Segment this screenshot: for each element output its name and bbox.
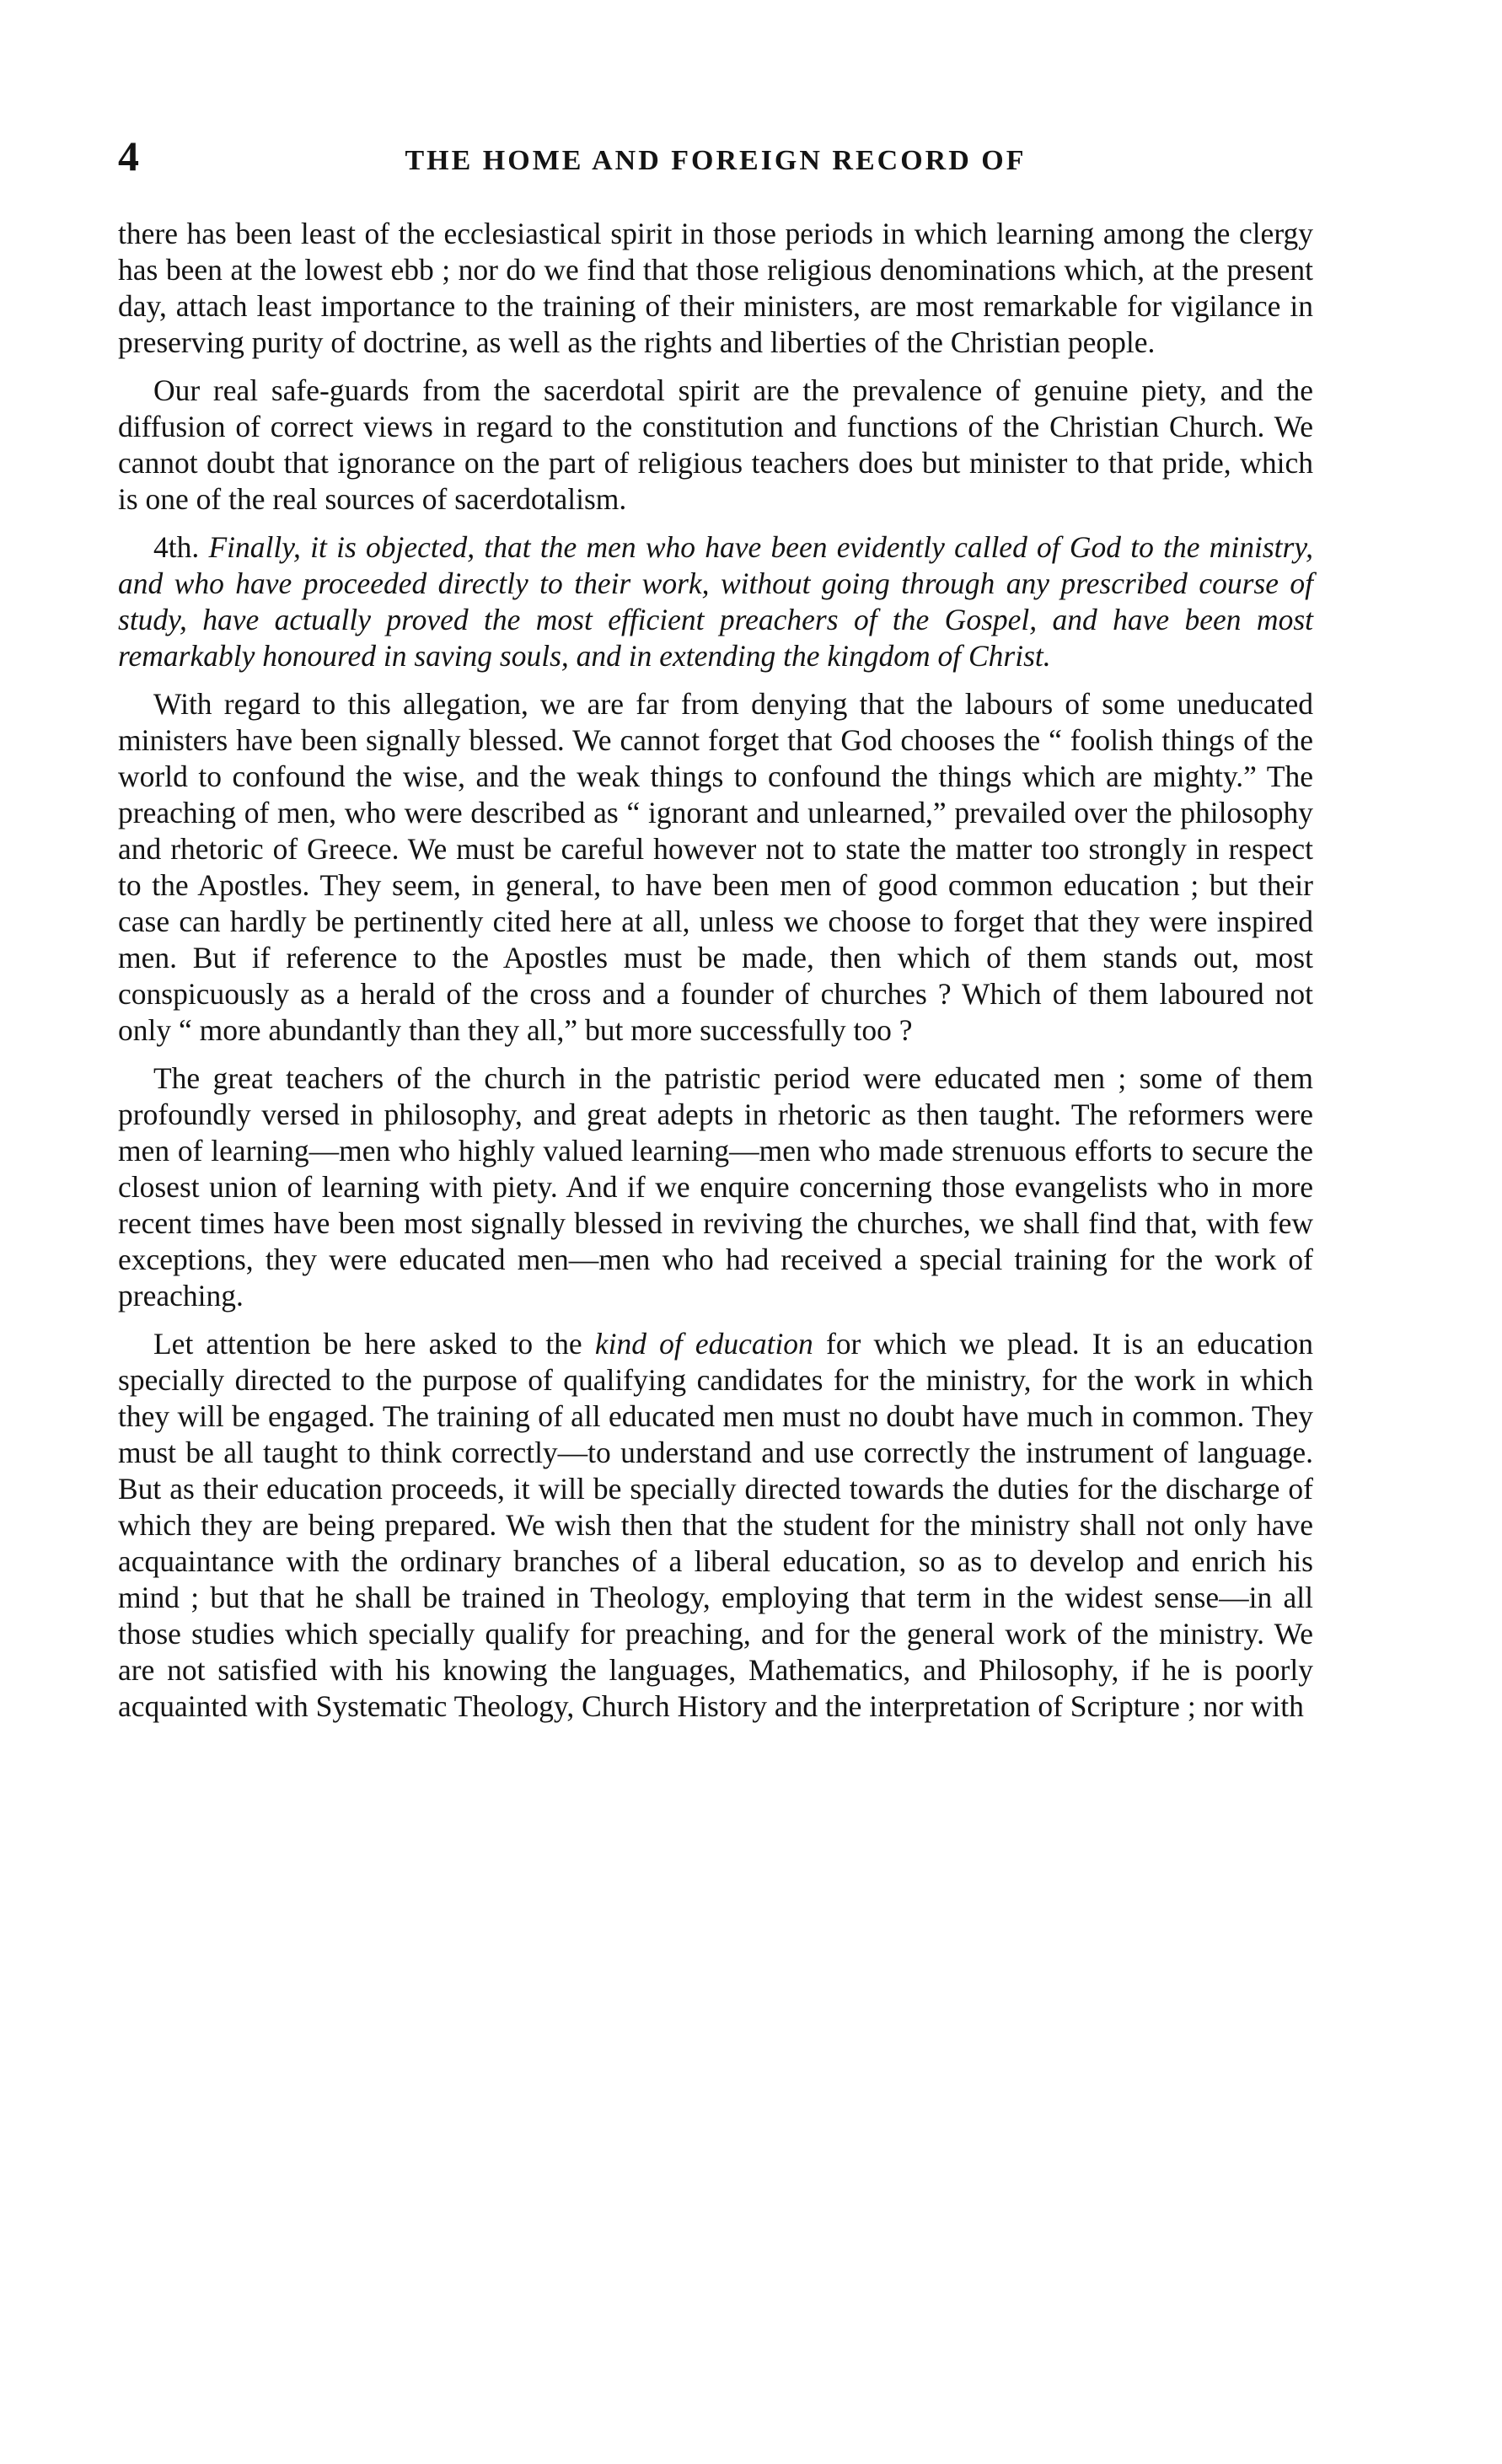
document-page (118, 132, 1314, 1737)
paragraph-6-emphasis: kind of education (594, 1327, 813, 1361)
paragraph-6-rest: for which we plead. It is an education specially directed to the purpose of qualifying candidates for the ministry, for the work in which they will be engaged. The training of all educated men must no doubt have much in common. They must be all taught to think correctly—to understand and use correctly the instrument of language. But as their education proceeds, it will be specially directed towards the duties for the discharge of which they are being prepared. We wish then that the student for the ministry shall not only have acquaintance with the ordinary branches of a liberal education, so as to develop and enrich his mind ; but that he shall be trained in Theology, employing that term in the widest sense—in all those studies which specially qualify for preaching, and for the general work of the ministry. We are not satisfied with his knowing the languages, Mathematics, and Philosophy, if he is poorly acquainted with Systematic Theology, Church History and the interpretation of Scripture ; nor with (118, 1327, 1314, 1723)
paragraph-3 (118, 529, 1313, 674)
paragraph-2: Our real safe-guards from the sacerdotal spirit are the prevalence of genuine piety, and the diffusion of correct views in regard to the constitution and functions of the Christian Church. We cannot doubt that ignorance on the part of religious teachers does but minister to that pride, which is one of the real sources of sacerdotalism. (118, 373, 1313, 516)
page-number: 4 (118, 132, 139, 180)
paragraph-5: The great teachers of the church in the patristic period were educated men ; some of them profoundly versed in philosophy, and great adepts in rhetoric as then taught. The reformers were men of learning—men who highly valued learning—men who made strenuous efforts to secure the closest union of learning with piety. And if we enquire concerning those evangelists who in more recent times have been most signally blessed in reviving the churches, we shall find that, with few exceptions, they were educated men—men who had received a special training for the work of preaching. (118, 1061, 1313, 1313)
paragraph-4: With regard to this allegation, we are far from denying that the labours of some uneducated ministers have been signally blessed. We cannot forget that God chooses the “ foolish things of the world to confound the wise, and the weak things to confound the things which are mighty.” The preaching of men, who were described as “ ignorant and unlearned,” prevailed over the philosophy and rhetoric of Greece. We must be careful however not to state the matter too strongly in respect to the Apostles. They seem, in general, to have been men of good common education ; but their case can hardly be pertinently cited here at all, unless we choose to forget that they were inspired men. But if reference to the Apostles must be made, then which of them stands out, most conspicuously as a herald of the cross and a founder of churches ? Which of them laboured not only “ more abundantly than they all,” but more successfully too ? (118, 687, 1313, 1047)
paragraph-1: there has been least of the ecclesiastical spirit in those periods in which learning among the clergy has been at the lowest ebb ; nor do we find that those religious denominations which, at the present day, attach least importance to the training of their ministers, are most remarkable for vigilance in preserving purity of doctrine, as well as the rights and liberties of the Christian people. (118, 217, 1313, 359)
paragraph-6 (118, 1326, 1313, 1725)
paragraph-3-objection: Finally, it is objected, that the men who have been evidently called of God to the ministry, and who have proceeded directly to their work, without going through any prescribed course of study, have actually proved the most efficient preachers of the Gospel, and have been most remarkably honoured in saving souls, and in extending the kingdom of Christ. (118, 530, 1313, 673)
body-text (118, 216, 1313, 1725)
page-header (118, 132, 1313, 202)
paragraph-6-start: Let attention be here asked to the (153, 1327, 582, 1361)
running-head: THE HOME AND FOREIGN RECORD OF (405, 145, 1027, 176)
paragraph-3-lead: 4th. (153, 530, 200, 564)
